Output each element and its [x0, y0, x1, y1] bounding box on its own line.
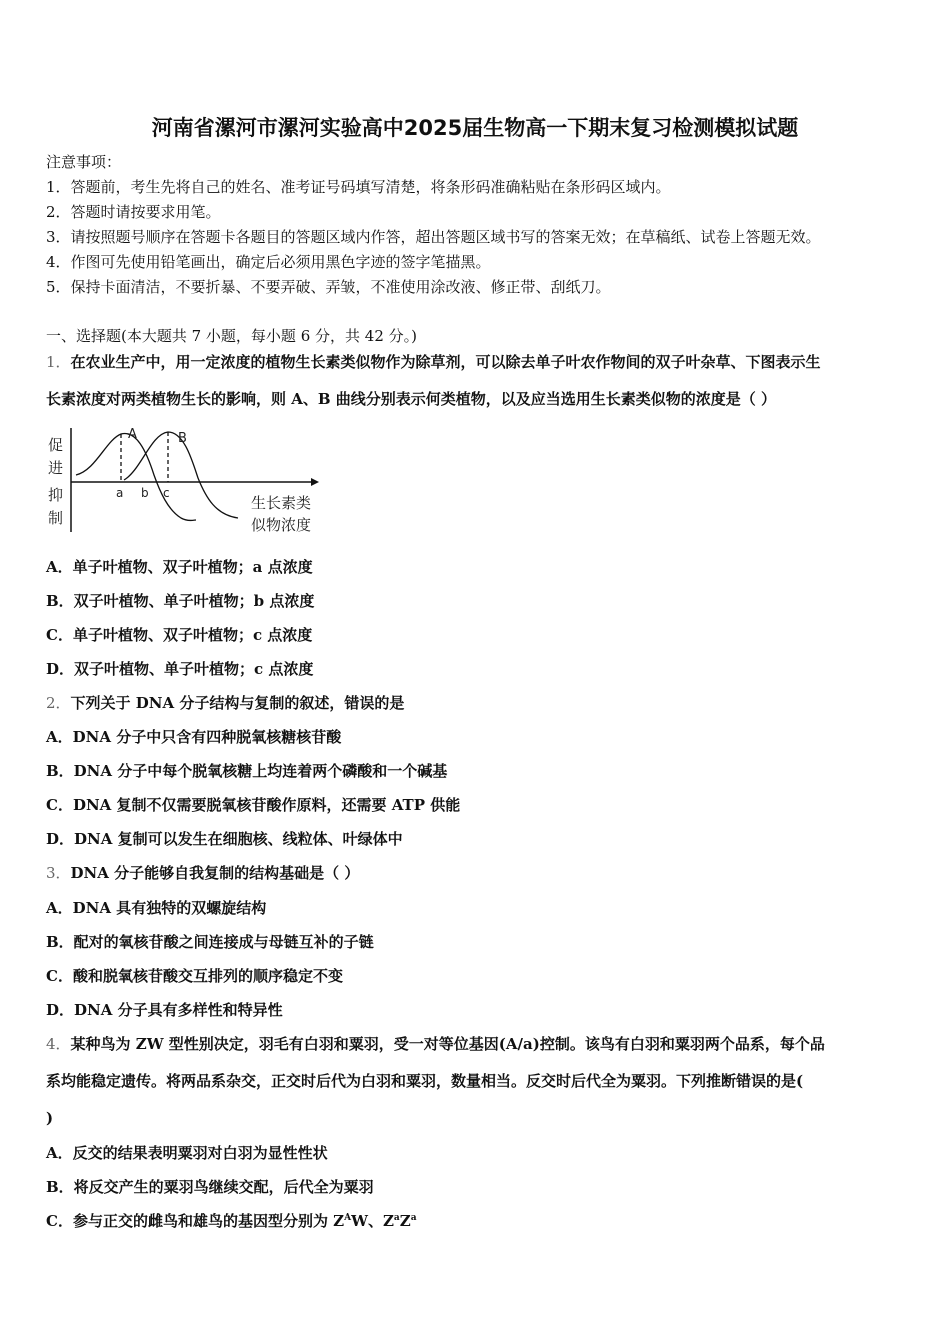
notice-item-2: 2．答题时请按要求用笔。 [46, 203, 221, 221]
point-a-label: a [116, 486, 124, 500]
point-c-label: c [163, 486, 170, 500]
x-label-line2: 似物浓度 [251, 516, 312, 534]
q1-option-a: A．单子叶植物、双子叶植物；a 点浓度 [46, 558, 313, 576]
q2-option-c: C．DNA 复制不仅需要脱氧核苷酸作原料，还需要 ATP 供能 [46, 796, 461, 814]
graph-x-arrow [311, 478, 319, 486]
q2-number: 2． [46, 694, 71, 712]
x-label-line1: 生长素类 [251, 494, 312, 512]
graph-y-label-1: 促 [48, 436, 64, 454]
graph-y-label-2: 进 [48, 459, 64, 477]
q4-option-c: C．参与正交的雌鸟和雄鸟的基因型分别为 $Z^AW$、$Z^aZ^a$ [46, 1212, 417, 1230]
q4-number: 4． [46, 1035, 71, 1053]
q1-option-d: D．双子叶植物、单子叶植物；c 点浓度 [46, 660, 314, 678]
page-title: 河南省漯河市漯河实验高中2025届生物高一下期末复习检测模拟试题 [151, 116, 799, 140]
q3-option-c: C．酸和脱氧核苷酸交互排列的顺序稳定不变 [46, 967, 343, 985]
q4-stem-line3: ) [46, 1109, 54, 1127]
graph-y-label-4: 制 [48, 509, 64, 527]
curve-a [76, 433, 196, 520]
curve-b-label: B [178, 431, 187, 446]
section-heading: 一、选择题(本大题共 7 小题，每小题 6 分，共 42 分。) [46, 327, 417, 345]
q1-graph [46, 420, 326, 540]
point-b-label: b [141, 486, 149, 500]
notice-heading: 注意事项： [46, 153, 122, 171]
graph-y-label-3: 抑 [48, 486, 64, 504]
curve-a-label: A [128, 427, 137, 442]
q1-option-c: C．单子叶植物、双子叶植物；c 点浓度 [46, 626, 313, 644]
q3-option-d: D．DNA 分子具有多样性和特异性 [46, 1001, 283, 1019]
q3-option-b: B．配对的氧核苷酸之间连接成与母链互补的子链 [46, 933, 374, 951]
notice-item-1: 1．答题前，考生先将自己的姓名、准考证号码填写清楚，将条形码准确粘贴在条形码区域内。 [46, 178, 671, 196]
notice-item-3: 3．请按照题号顺序在答题卡各题目的答题区域内作答，超出答题区域书写的答案无效；在草稿纸、试卷上答题无效。 [46, 228, 821, 246]
q4-stem-line1: 4．某种鸟为 ZW 型性别决定，羽毛有白羽和粟羽，受一对等位基因(A/a)控制。该鸟有白羽和粟羽两个品系，每个品 [46, 1035, 825, 1053]
q2-option-d: D．DNA 复制可以发生在细胞核、线粒体、叶绿体中 [46, 830, 403, 848]
q1-option-b: B．双子叶植物、单子叶植物；b 点浓度 [46, 592, 315, 610]
q4-stem-line2: 系均能稳定遗传。将两品系杂交，正交时后代为白羽和粟羽，数量相当。反交时后代全为粟羽。下列推断错误的是( [46, 1072, 804, 1090]
q2-option-b: B．DNA 分子中每个脱氧核糖上均连着两个磷酸和一个碱基 [46, 762, 448, 780]
q1-stem-line2: 长素浓度对两类植物生长的影响，则 A、B 曲线分别表示何类植物，以及应当选用生长素类似物的浓度是（ ） [46, 390, 776, 408]
notice-item-4: 4．作图可先使用铅笔画出，确定后必须用黑色字迹的签字笔描黑。 [46, 253, 491, 271]
q3-option-a: A．DNA 具有独特的双螺旋结构 [46, 899, 267, 917]
q1-number: 1． [46, 353, 71, 371]
q4-option-a: A．反交的结果表明粟羽对白羽为显性性状 [46, 1144, 328, 1162]
q3-number: 3． [46, 864, 71, 882]
notice-item-5: 5．保持卡面清洁，不要折暴、不要弄破、弄皱，不准使用涂改液、修正带、刮纸刀。 [46, 278, 611, 296]
q1-stem-line1: 1．在农业生产中，用一定浓度的植物生长素类似物作为除草剂，可以除去单子叶农作物间的双子叶杂草、下图表示生 [46, 353, 821, 371]
q2-stem: 2．下列关于 DNA 分子结构与复制的叙述，错误的是 [46, 694, 405, 712]
q2-option-a: A．DNA 分子中只含有四种脱氧核糖核苷酸 [46, 728, 342, 746]
q4-option-b: B．将反交产生的粟羽鸟继续交配，后代全为粟羽 [46, 1178, 374, 1196]
q3-stem: 3．DNA 分子能够自我复制的结构基础是（ ） [46, 864, 360, 882]
